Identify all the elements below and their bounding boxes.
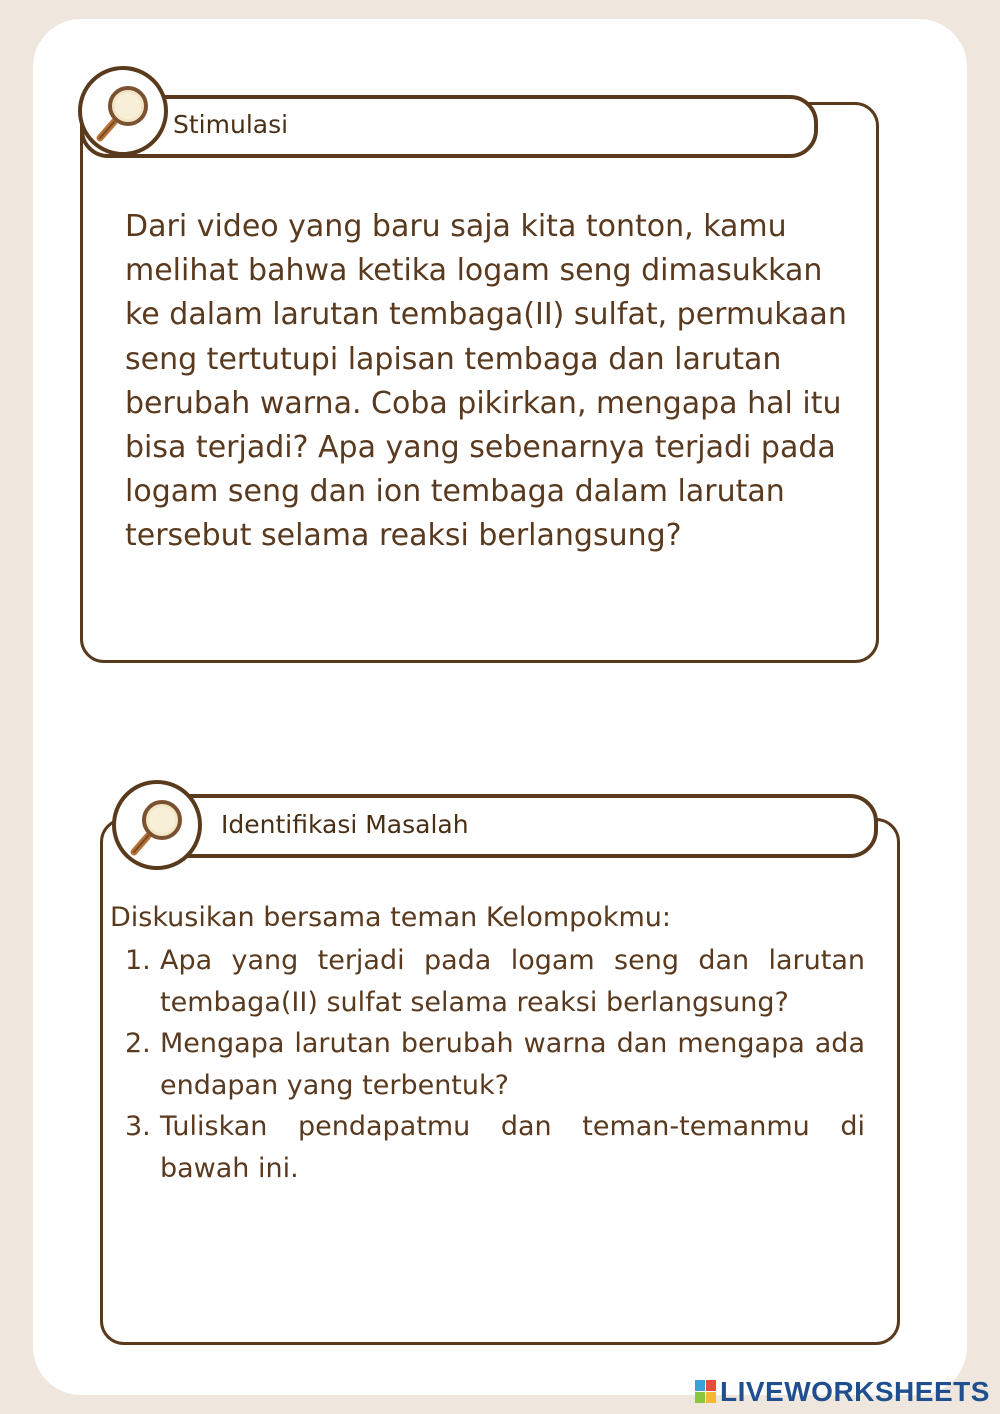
identifikasi-heading: Identifikasi Masalah bbox=[221, 810, 469, 839]
question-item bbox=[125, 1023, 865, 1106]
stimulasi-paragraph: Dari video yang baru saja kita tonton, kamu melihat bahwa ketika logam seng dimasukkan ke dalam larutan tembaga(II) sulfat, permukaan seng tertutupi lapisan tembaga dan larutan berubah warna. Coba pikirkan, mengapa hal itu bisa terjadi? Apa yang sebenarnya terjadi pada logam seng dan ion tembaga dalam larutan tersebut selama reaksi berlangsung? bbox=[125, 209, 847, 554]
question-text: Tuliskan pendapatmu dan teman-temanmu di bawah ini. bbox=[160, 1111, 865, 1184]
question-text: Apa yang terjadi pada logam seng dan larutan tembaga(II) sulfat selama reaksi berlangsung? bbox=[160, 945, 865, 1018]
identifikasi-badge bbox=[112, 780, 202, 870]
question-item bbox=[125, 940, 865, 1023]
brand-name: LIVEWORKSHEETS bbox=[720, 1376, 990, 1407]
question-item bbox=[125, 1106, 865, 1189]
stimulasi-heading: Stimulasi bbox=[173, 110, 289, 139]
stimulasi-badge bbox=[78, 66, 168, 156]
liveworksheets-logo-icon bbox=[695, 1380, 717, 1404]
question-number: 3. bbox=[125, 1111, 151, 1142]
identifikasi-intro: Diskusikan bersama teman Kelompokmu: bbox=[110, 902, 671, 933]
question-text: Mengapa larutan berubah warna dan mengapa ada endapan yang terbentuk? bbox=[160, 1028, 865, 1101]
question-number: 2. bbox=[125, 1028, 151, 1059]
magnifying-glass-icon bbox=[126, 794, 190, 858]
question-list bbox=[125, 940, 865, 1189]
liveworksheets-branding[interactable] bbox=[695, 1376, 990, 1408]
question-number: 1. bbox=[125, 945, 151, 976]
magnifying-glass-icon bbox=[92, 80, 156, 144]
